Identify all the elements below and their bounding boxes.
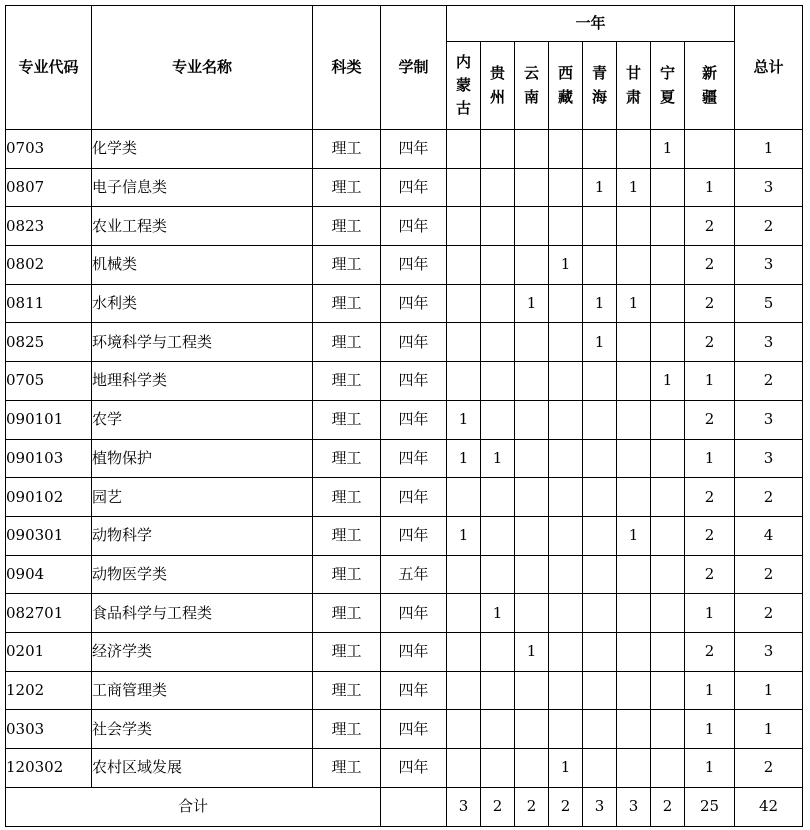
province-count-cell: [481, 671, 515, 710]
province-count-cell: [583, 400, 617, 439]
province-count-cell: [617, 400, 651, 439]
major-code-cell: 1202: [6, 671, 92, 710]
province-count-cell: [583, 478, 617, 517]
province-count-cell: [651, 710, 685, 749]
header-province: 西藏: [549, 42, 583, 130]
province-total-cell: 3: [447, 787, 481, 826]
table-row: [6, 478, 803, 517]
total-row: [6, 787, 803, 826]
province-count-cell: 2: [685, 246, 735, 285]
province-count-cell: 1: [447, 400, 481, 439]
duration-cell: 四年: [381, 478, 447, 517]
duration-cell: 四年: [381, 632, 447, 671]
row-total-cell: 2: [735, 207, 803, 246]
province-count-cell: 1: [583, 323, 617, 362]
province-count-cell: [583, 710, 617, 749]
category-cell: 理工: [313, 671, 381, 710]
table-row: [6, 749, 803, 788]
row-total-cell: 3: [735, 168, 803, 207]
table-row: [6, 284, 803, 323]
row-total-cell: 2: [735, 478, 803, 517]
province-count-cell: [617, 362, 651, 401]
province-total-cell: 2: [549, 787, 583, 826]
province-count-cell: [515, 323, 549, 362]
province-count-cell: [617, 710, 651, 749]
province-count-cell: [583, 632, 617, 671]
table-row: [6, 710, 803, 749]
province-count-cell: [447, 168, 481, 207]
table-row: [6, 439, 803, 478]
province-count-cell: 1: [583, 168, 617, 207]
province-count-cell: [447, 246, 481, 285]
province-count-cell: 1: [515, 284, 549, 323]
province-count-cell: 2: [685, 516, 735, 555]
province-total-cell: 2: [651, 787, 685, 826]
province-count-cell: [447, 671, 481, 710]
province-count-cell: 1: [515, 632, 549, 671]
province-count-cell: [617, 478, 651, 517]
category-cell: 理工: [313, 400, 381, 439]
province-count-cell: [617, 749, 651, 788]
duration-cell: 四年: [381, 323, 447, 362]
major-code-cell: 120302: [6, 749, 92, 788]
province-count-cell: [515, 594, 549, 633]
province-total-cell: 2: [481, 787, 515, 826]
major-code-cell: 0303: [6, 710, 92, 749]
province-count-cell: [549, 439, 583, 478]
row-total-cell: 4: [735, 516, 803, 555]
major-name-cell: 园艺: [92, 478, 313, 517]
province-count-cell: [651, 168, 685, 207]
province-count-cell: [481, 478, 515, 517]
duration-cell: 四年: [381, 594, 447, 633]
province-count-cell: 1: [685, 710, 735, 749]
province-count-cell: [617, 323, 651, 362]
duration-cell: 四年: [381, 749, 447, 788]
province-count-cell: 1: [549, 749, 583, 788]
major-code-cell: 0811: [6, 284, 92, 323]
major-name-cell: 地理科学类: [92, 362, 313, 401]
province-count-cell: [447, 555, 481, 594]
row-total-cell: 2: [735, 749, 803, 788]
category-cell: 理工: [313, 710, 381, 749]
province-count-cell: 1: [583, 284, 617, 323]
major-code-cell: 0703: [6, 130, 92, 169]
province-count-cell: [549, 594, 583, 633]
header-province: 内蒙古: [447, 42, 481, 130]
province-count-cell: [549, 168, 583, 207]
table-row: [6, 594, 803, 633]
province-count-cell: [447, 130, 481, 169]
major-name-cell: 食品科学与工程类: [92, 594, 313, 633]
duration-cell: 四年: [381, 439, 447, 478]
province-count-cell: 2: [685, 284, 735, 323]
major-name-cell: 农村区域发展: [92, 749, 313, 788]
province-count-cell: 2: [685, 207, 735, 246]
province-count-cell: 1: [685, 671, 735, 710]
duration-cell: 四年: [381, 516, 447, 555]
province-count-cell: [583, 439, 617, 478]
province-count-cell: [447, 323, 481, 362]
header-province: 宁夏: [651, 42, 685, 130]
category-cell: 理工: [313, 594, 381, 633]
duration-cell: 四年: [381, 671, 447, 710]
province-count-cell: [651, 478, 685, 517]
major-code-cell: 090301: [6, 516, 92, 555]
province-count-cell: [515, 246, 549, 285]
province-count-cell: [617, 130, 651, 169]
major-name-cell: 农学: [92, 400, 313, 439]
category-cell: 理工: [313, 130, 381, 169]
province-count-cell: [651, 594, 685, 633]
province-count-cell: [549, 671, 583, 710]
category-cell: 理工: [313, 516, 381, 555]
major-code-cell: 082701: [6, 594, 92, 633]
row-total-cell: 1: [735, 671, 803, 710]
row-total-cell: 3: [735, 439, 803, 478]
province-count-cell: [481, 632, 515, 671]
province-count-cell: [617, 671, 651, 710]
duration-cell: 四年: [381, 130, 447, 169]
category-cell: 理工: [313, 478, 381, 517]
province-count-cell: [447, 749, 481, 788]
major-code-cell: 0705: [6, 362, 92, 401]
table-row: [6, 671, 803, 710]
category-cell: 理工: [313, 168, 381, 207]
province-count-cell: [617, 246, 651, 285]
province-count-cell: [447, 632, 481, 671]
province-count-cell: [515, 400, 549, 439]
duration-cell: 四年: [381, 710, 447, 749]
province-count-cell: [481, 323, 515, 362]
header-province: 青海: [583, 42, 617, 130]
province-count-cell: [617, 207, 651, 246]
table-row: [6, 555, 803, 594]
province-count-cell: [617, 632, 651, 671]
header-total: 总计: [735, 6, 803, 130]
province-count-cell: 1: [481, 594, 515, 633]
row-total-cell: 1: [735, 130, 803, 169]
duration-cell: 四年: [381, 246, 447, 285]
province-total-cell: 2: [515, 787, 549, 826]
province-count-cell: [685, 130, 735, 169]
major-name-cell: 动物科学: [92, 516, 313, 555]
province-count-cell: [651, 323, 685, 362]
province-count-cell: [651, 400, 685, 439]
province-count-cell: [515, 555, 549, 594]
duration-cell: 四年: [381, 284, 447, 323]
province-count-cell: [549, 284, 583, 323]
major-code-cell: 0807: [6, 168, 92, 207]
province-count-cell: [583, 555, 617, 594]
row-total-cell: 2: [735, 555, 803, 594]
major-code-cell: 0802: [6, 246, 92, 285]
province-count-cell: [651, 207, 685, 246]
province-count-cell: [583, 246, 617, 285]
province-count-cell: [549, 323, 583, 362]
province-count-cell: [515, 130, 549, 169]
province-count-cell: [549, 516, 583, 555]
duration-cell: 四年: [381, 362, 447, 401]
major-name-cell: 水利类: [92, 284, 313, 323]
row-total-cell: 3: [735, 246, 803, 285]
duration-cell: 四年: [381, 400, 447, 439]
province-count-cell: [515, 207, 549, 246]
major-code-cell: 090101: [6, 400, 92, 439]
table-row: [6, 516, 803, 555]
province-count-cell: 1: [685, 168, 735, 207]
category-cell: 理工: [313, 439, 381, 478]
province-count-cell: 1: [549, 246, 583, 285]
province-count-cell: [651, 516, 685, 555]
table-row: [6, 362, 803, 401]
province-count-cell: [583, 207, 617, 246]
province-count-cell: [617, 594, 651, 633]
province-count-cell: [549, 362, 583, 401]
major-code-cell: 0825: [6, 323, 92, 362]
province-count-cell: [549, 130, 583, 169]
province-count-cell: [549, 710, 583, 749]
province-count-cell: [549, 478, 583, 517]
header-province: 甘肃: [617, 42, 651, 130]
province-count-cell: [549, 207, 583, 246]
province-count-cell: 1: [685, 594, 735, 633]
header-province: 贵州: [481, 42, 515, 130]
major-name-cell: 社会学类: [92, 710, 313, 749]
province-count-cell: [447, 710, 481, 749]
category-cell: 理工: [313, 207, 381, 246]
header-province: 新疆: [685, 42, 735, 130]
row-total-cell: 3: [735, 632, 803, 671]
province-count-cell: [651, 246, 685, 285]
major-code-cell: 090103: [6, 439, 92, 478]
row-total-cell: 3: [735, 400, 803, 439]
header-duration: 学制: [381, 6, 447, 130]
major-name-cell: 农业工程类: [92, 207, 313, 246]
major-code-cell: 090102: [6, 478, 92, 517]
province-total-cell: 3: [617, 787, 651, 826]
province-count-cell: 2: [685, 400, 735, 439]
row-total-cell: 1: [735, 710, 803, 749]
province-count-cell: [481, 749, 515, 788]
header-name: 专业名称: [92, 6, 313, 130]
province-count-cell: [481, 246, 515, 285]
province-count-cell: [447, 478, 481, 517]
province-count-cell: [515, 749, 549, 788]
province-count-cell: 2: [685, 555, 735, 594]
major-code-cell: 0823: [6, 207, 92, 246]
province-count-cell: [481, 207, 515, 246]
province-count-cell: 1: [651, 362, 685, 401]
province-count-cell: [481, 362, 515, 401]
table-row: [6, 246, 803, 285]
duration-cell: 四年: [381, 168, 447, 207]
province-count-cell: 1: [685, 362, 735, 401]
province-count-cell: [481, 400, 515, 439]
major-name-cell: 动物医学类: [92, 555, 313, 594]
province-count-cell: [617, 555, 651, 594]
province-count-cell: [481, 710, 515, 749]
category-cell: 理工: [313, 632, 381, 671]
province-count-cell: [481, 130, 515, 169]
major-name-cell: 工商管理类: [92, 671, 313, 710]
category-cell: 理工: [313, 362, 381, 401]
major-code-cell: 0904: [6, 555, 92, 594]
major-code-cell: 0201: [6, 632, 92, 671]
province-count-cell: [447, 594, 481, 633]
category-cell: 理工: [313, 749, 381, 788]
province-count-cell: [549, 632, 583, 671]
province-count-cell: [651, 671, 685, 710]
province-count-cell: 1: [617, 168, 651, 207]
province-count-cell: [583, 594, 617, 633]
province-count-cell: 1: [617, 284, 651, 323]
major-name-cell: 环境科学与工程类: [92, 323, 313, 362]
province-count-cell: [515, 439, 549, 478]
province-count-cell: [617, 439, 651, 478]
province-count-cell: [549, 400, 583, 439]
category-cell: 理工: [313, 555, 381, 594]
province-count-cell: [481, 555, 515, 594]
province-count-cell: [481, 516, 515, 555]
row-total-cell: 2: [735, 362, 803, 401]
province-total-cell: 3: [583, 787, 617, 826]
province-count-cell: [481, 168, 515, 207]
province-count-cell: [447, 284, 481, 323]
province-count-cell: 1: [447, 516, 481, 555]
province-count-cell: [515, 362, 549, 401]
province-count-cell: [583, 671, 617, 710]
row-total-cell: 5: [735, 284, 803, 323]
table-row: [6, 323, 803, 362]
province-total-cell: 25: [685, 787, 735, 826]
header-category: 科类: [313, 6, 381, 130]
table-row: [6, 130, 803, 169]
major-name-cell: 化学类: [92, 130, 313, 169]
total-duration-blank: [381, 787, 447, 826]
province-count-cell: [583, 130, 617, 169]
major-name-cell: 电子信息类: [92, 168, 313, 207]
province-count-cell: [549, 555, 583, 594]
province-count-cell: [515, 168, 549, 207]
province-count-cell: 1: [685, 749, 735, 788]
province-count-cell: [447, 362, 481, 401]
table-row: [6, 632, 803, 671]
duration-cell: 四年: [381, 207, 447, 246]
province-count-cell: [481, 284, 515, 323]
major-name-cell: 经济学类: [92, 632, 313, 671]
province-count-cell: [583, 362, 617, 401]
table-row: [6, 400, 803, 439]
category-cell: 理工: [313, 323, 381, 362]
province-count-cell: [515, 710, 549, 749]
province-count-cell: 1: [617, 516, 651, 555]
province-count-cell: [651, 632, 685, 671]
row-total-cell: 2: [735, 594, 803, 633]
major-name-cell: 植物保护: [92, 439, 313, 478]
province-count-cell: [515, 671, 549, 710]
province-count-cell: [447, 207, 481, 246]
province-count-cell: 2: [685, 323, 735, 362]
province-count-cell: 1: [481, 439, 515, 478]
header-province: 云南: [515, 42, 549, 130]
table-row: [6, 168, 803, 207]
province-count-cell: 1: [651, 130, 685, 169]
table-row: [6, 207, 803, 246]
province-count-cell: 2: [685, 632, 735, 671]
row-total-cell: 3: [735, 323, 803, 362]
province-count-cell: 1: [685, 439, 735, 478]
duration-cell: 五年: [381, 555, 447, 594]
enrollment-plan-table: [5, 5, 803, 827]
header-code: 专业代码: [6, 6, 92, 130]
province-count-cell: [583, 516, 617, 555]
total-label: 合计: [6, 787, 381, 826]
major-name-cell: 机械类: [92, 246, 313, 285]
province-count-cell: [651, 439, 685, 478]
province-count-cell: [651, 749, 685, 788]
province-count-cell: [515, 478, 549, 517]
province-count-cell: [515, 516, 549, 555]
grand-total-cell: 42: [735, 787, 803, 826]
province-count-cell: 1: [447, 439, 481, 478]
province-count-cell: [583, 749, 617, 788]
category-cell: 理工: [313, 246, 381, 285]
category-cell: 理工: [313, 284, 381, 323]
province-count-cell: [651, 555, 685, 594]
header-year-group: 一年: [447, 6, 735, 42]
province-count-cell: 2: [685, 478, 735, 517]
province-count-cell: [651, 284, 685, 323]
